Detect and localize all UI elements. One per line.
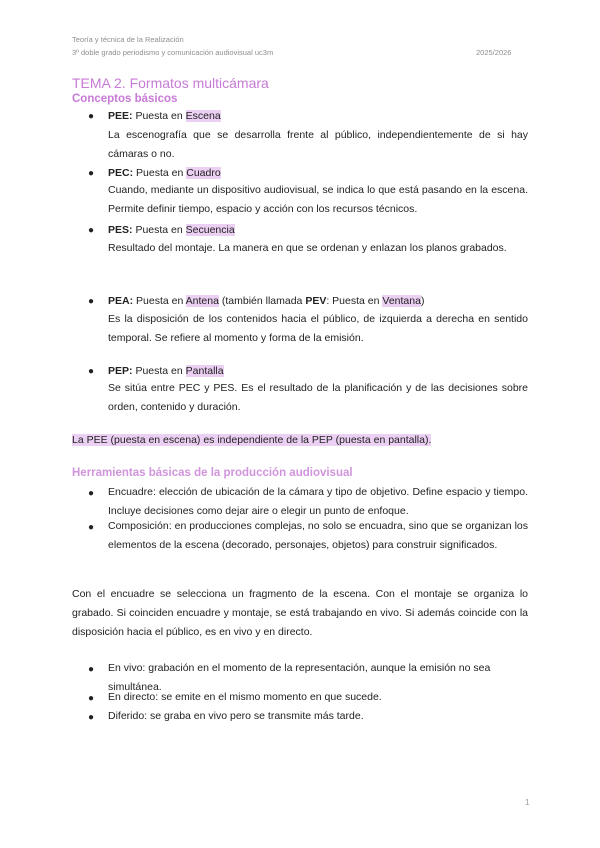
bullet-icon: ●	[88, 168, 95, 179]
header-degree: 3º doble grado periodismo y comunicación audiovisual uc3m	[72, 48, 274, 57]
bullet-icon: ●	[88, 225, 95, 236]
concept-prefix: Puesta en	[135, 365, 183, 377]
concept-term: PEP:	[108, 365, 133, 377]
concept-suffix: )	[420, 295, 425, 307]
bullet-icon: ●	[88, 664, 95, 675]
tool-description: Encuadre: elección de ubicación de la cámara y tipo de objetivo. Define espacio y tiempo. Incluye decisiones como dejar aire o elegir un punto de enfoque.	[108, 486, 528, 517]
header-course: Teoría y técnica de la Realización	[72, 35, 184, 44]
concept-description: Se sitúa entre PEC y PES. Es el resultado de la planificación y de las decisiones sobre orden, contenido y duración.	[108, 382, 528, 413]
bullet-icon: ●	[88, 488, 95, 499]
header-year: 2025/2026	[476, 48, 512, 57]
highlighted-note: La PEE (puesta en escena) es independiente de la PEP (puesta en pantalla).	[72, 434, 432, 446]
concept-highlight: Antena	[185, 295, 219, 307]
section-heading-conceptos: Conceptos básicos	[72, 93, 178, 105]
bullet-icon: ●	[88, 296, 95, 307]
concept-highlight: Pantalla	[185, 365, 224, 377]
mode-description: Diferido: se graba en vivo pero se transmite más tarde.	[108, 710, 364, 722]
concept-prefix: Puesta en	[135, 224, 183, 236]
concept-term: PES:	[108, 224, 133, 236]
concept-highlight-alt: Ventana	[382, 295, 421, 307]
concept-term: PEE:	[108, 110, 133, 122]
tool-description: Composición: en producciones complejas, no solo se encuadra, sino que se organizan los elementos de la escena (decorado, personajes, objetos) para construir significados.	[108, 520, 528, 551]
body-paragraph: Con el encuadre se selecciona un fragmento de la escena. Con el montaje se organiza lo grabado. Si coinciden encuadre y montaje, se está trabajando en vivo. Si además coincide con la disposición hacia el público, es en vivo y en directo.	[72, 588, 528, 638]
bullet-icon: ●	[88, 522, 95, 533]
bullet-icon: ●	[88, 693, 95, 704]
page-title: TEMA 2. Formatos multicámara	[72, 75, 269, 91]
concept-description: Resultado del montaje. La manera en que se ordenan y enlazan los planos grabados.	[108, 242, 507, 254]
section-heading-herramientas: Herramientas básicas de la producción audiovisual	[72, 467, 353, 479]
concept-term: PEA:	[108, 295, 134, 307]
concept-prefix: Puesta en	[136, 167, 184, 179]
concept-term: PEC:	[108, 167, 134, 179]
concept-term-alt: PEV	[305, 295, 327, 307]
concept-prefix-alt: : Puesta en	[326, 295, 380, 307]
concept-highlight: Cuadro	[186, 167, 221, 179]
concept-description: Es la disposición de los contenidos hacia el público, de izquierda a derecha en sentido temporal. Se refiere al momento y forma de la emisión.	[108, 313, 528, 344]
concept-description: Cuando, mediante un dispositivo audiovisual, se indica lo que está pasando en la escena. Permite definir tiempo, espacio y acción con los recursos técnicos.	[108, 184, 528, 215]
bullet-icon: ●	[88, 712, 95, 723]
concept-prefix: Puesta en	[135, 110, 183, 122]
mode-description: En vivo: grabación en el momento de la representación, aunque la emisión no sea simultánea.	[108, 662, 491, 693]
concept-prefix: Puesta en	[136, 295, 184, 307]
page-number: 1	[525, 798, 530, 807]
bullet-icon: ●	[88, 111, 95, 122]
concept-highlight: Secuencia	[185, 224, 235, 236]
concept-highlight: Escena	[185, 110, 221, 122]
bullet-icon: ●	[88, 366, 95, 377]
concept-mid: (también llamada	[221, 295, 303, 307]
concept-description: La escenografía que se desarrolla frente al público, independientemente de si hay cámaras o no.	[108, 129, 528, 160]
mode-description: En directo: se emite en el mismo momento en que sucede.	[108, 691, 382, 703]
